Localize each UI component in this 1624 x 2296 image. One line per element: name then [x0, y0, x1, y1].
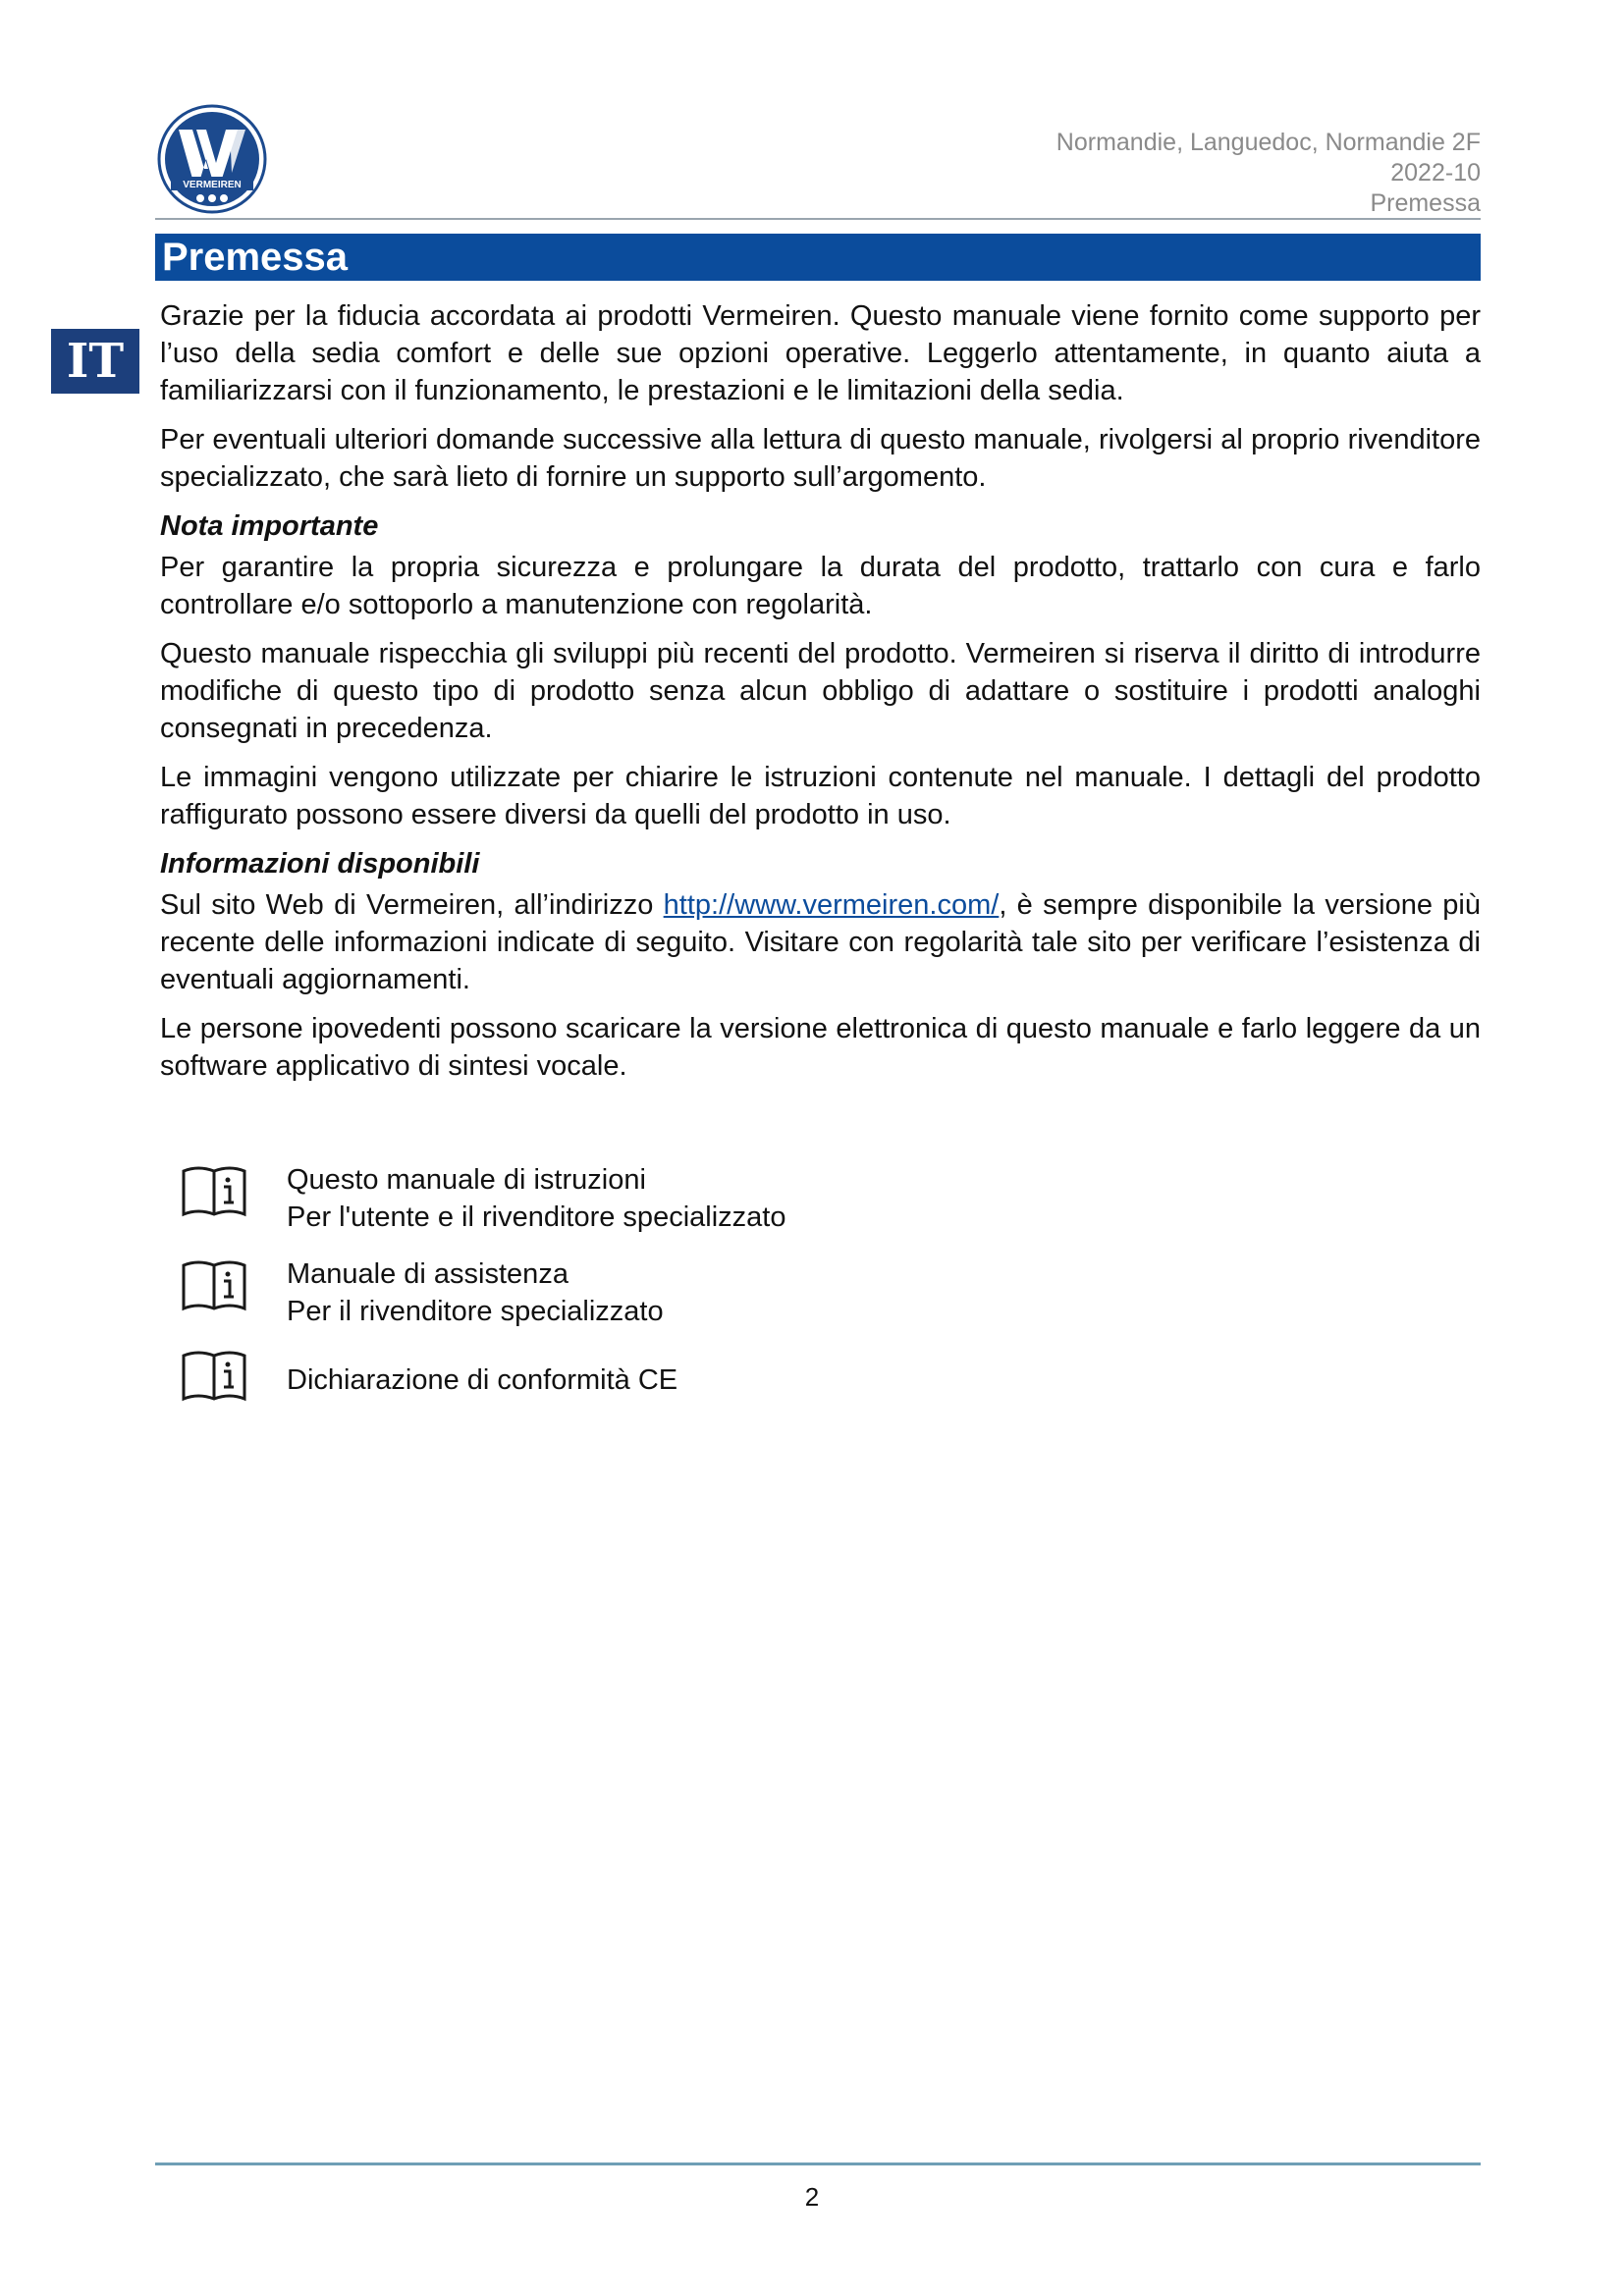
document-audience: Per l'utente e il rivenditore specializzato [287, 1201, 786, 1233]
intro-paragraph-2: Per eventuali ulteriori domande successive alla lettura di questo manuale, rivolgersi al proprio rivenditore specializzato, che sarà lieto di fornire un supporto sull’argomento. [160, 424, 1481, 493]
header-divider [155, 218, 1481, 220]
manual-info-icon [181, 1259, 247, 1316]
important-paragraph-2: Questo manuale rispecchia gli sviluppi più recenti del prodotto. Vermeiren si riserva il diritto di introdurre modifiche di questo tipo di prodotto senza alcun obbligo di adattare o sostituire i prodotti analoghi consegnati in precedenza. [160, 638, 1481, 744]
vermeiren-logo [157, 104, 267, 214]
document-item-manual [181, 1161, 1261, 1244]
info-text-after-link: , è sempre disponibile la versione più recente delle informazioni indicate di seguito. Visitare con regolarità tale sito per verificare l’esistenza di eventuali aggiornamenti. [160, 889, 1481, 995]
vermeiren-website-link[interactable]: http://www.vermeiren.com/ [663, 889, 1000, 921]
header-date: 2022-10 [1390, 159, 1481, 187]
important-note-heading: Nota importante [160, 510, 379, 542]
manual-info-icon [181, 1165, 247, 1222]
footer-divider [155, 2163, 1481, 2165]
page-number: 2 [804, 2182, 820, 2212]
info-paragraph-1 [160, 886, 1481, 998]
intro-paragraph-1: Grazie per la fiducia accordata ai prodotti Vermeiren. Questo manuale viene fornito come supporto per l’uso della sedia comfort e delle sue opzioni operative. Leggerlo attentamente, in quanto aiuta a familiarizzarsi con il funzionamento, le prestazioni e le limitazioni della sedia. [160, 300, 1481, 406]
info-paragraph-2: Le persone ipovedenti possono scaricare la versione elettronica di questo manuale e farlo leggere da un software applicativo di sintesi vocale. [160, 1013, 1481, 1082]
info-text-before-link: Sul sito Web di Vermeiren, all’indirizzo [160, 889, 664, 921]
logo-wordmark: VERMEIREN [183, 180, 242, 190]
language-badge: IT [51, 329, 139, 394]
page-title: Premessa [155, 234, 1481, 281]
important-paragraph-3: Le immagini vengono utilizzate per chiarire le istruzioni contenute nel manuale. I dettagli del prodotto raffigurato possono essere diversi da quelli del prodotto in uso. [160, 762, 1481, 830]
documents-list [181, 1161, 1261, 1424]
header-section: Premessa [1370, 189, 1481, 217]
header-product-line: Normandie, Languedoc, Normandie 2F [1056, 129, 1481, 156]
important-paragraph-1: Per garantire la propria sicurezza e prolungare la durata del prodotto, trattarlo con cura e farlo controllare e/o sottoporlo a manutenzione con regolarità. [160, 552, 1481, 620]
document-title: Dichiarazione di conformità CE [287, 1364, 678, 1396]
header-meta [1056, 128, 1481, 219]
document-item-ce-declaration [181, 1350, 1261, 1424]
manual-info-icon [181, 1350, 247, 1407]
document-title: Questo manuale di istruzioni [287, 1164, 646, 1196]
main-content [160, 297, 1481, 1096]
document-item-service-manual [181, 1255, 1261, 1338]
document-title: Manuale di assistenza [287, 1258, 568, 1290]
document-audience: Per il rivenditore specializzato [287, 1296, 664, 1327]
available-info-heading: Informazioni disponibili [160, 848, 480, 880]
